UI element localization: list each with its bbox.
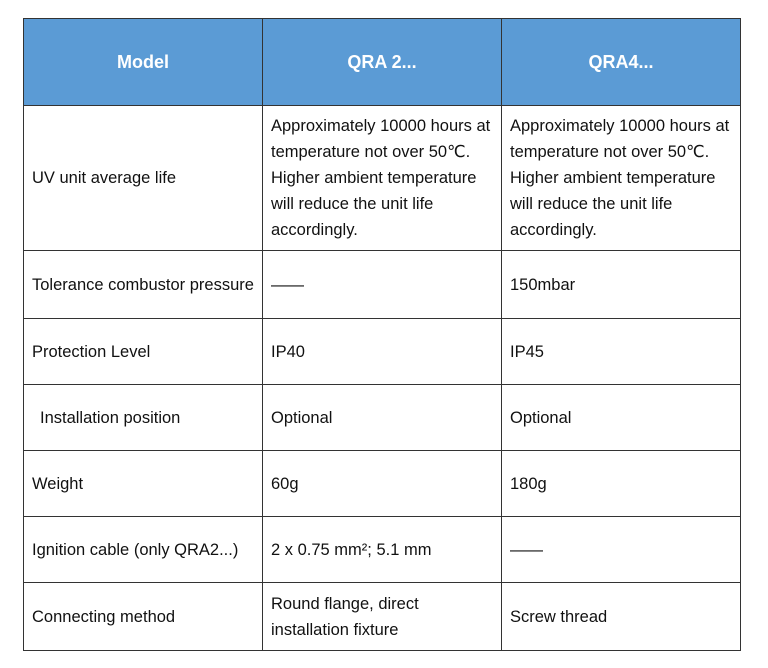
row-qra4-value: Optional bbox=[502, 385, 741, 451]
header-model: Model bbox=[24, 19, 263, 106]
row-qra4-value: 150mbar bbox=[502, 251, 741, 319]
row-qra2-value: Optional bbox=[263, 385, 502, 451]
row-label: Ignition cable (only QRA2...) bbox=[24, 517, 263, 583]
spec-table bbox=[23, 18, 741, 651]
table-row bbox=[24, 583, 741, 651]
table-row bbox=[24, 106, 741, 251]
row-label: Weight bbox=[24, 451, 263, 517]
row-qra2-value: —— bbox=[263, 251, 502, 319]
table-row bbox=[24, 385, 741, 451]
table-row bbox=[24, 251, 741, 319]
row-label: Connecting method bbox=[24, 583, 263, 651]
row-qra2-value: Round flange, direct installation fixture bbox=[263, 583, 502, 651]
row-qra4-value: Approximately 10000 hours at temperature not over 50℃. Higher ambient temperature will reduce the unit life accordingly. bbox=[502, 106, 741, 251]
row-qra4-value: IP45 bbox=[502, 319, 741, 385]
row-label: Tolerance combustor pressure bbox=[24, 251, 263, 319]
row-qra2-value: 60g bbox=[263, 451, 502, 517]
row-qra4-value: Screw thread bbox=[502, 583, 741, 651]
row-label: Protection Level bbox=[24, 319, 263, 385]
table-row bbox=[24, 517, 741, 583]
row-qra2-value: IP40 bbox=[263, 319, 502, 385]
row-label: Installation position bbox=[40, 408, 181, 427]
table-row bbox=[24, 319, 741, 385]
header-row bbox=[24, 19, 741, 106]
header-qra2: QRA 2... bbox=[263, 19, 502, 106]
row-qra4-value: —— bbox=[502, 517, 741, 583]
header-qra4: QRA4... bbox=[502, 19, 741, 106]
row-label: UV unit average life bbox=[24, 106, 263, 251]
table-row bbox=[24, 451, 741, 517]
row-qra2-value: Approximately 10000 hours at temperature not over 50℃. Higher ambient temperature will reduce the unit life accordingly. bbox=[263, 106, 502, 251]
row-qra4-value: 180g bbox=[502, 451, 741, 517]
row-qra2-value: 2 x 0.75 mm²; 5.1 mm bbox=[263, 517, 502, 583]
